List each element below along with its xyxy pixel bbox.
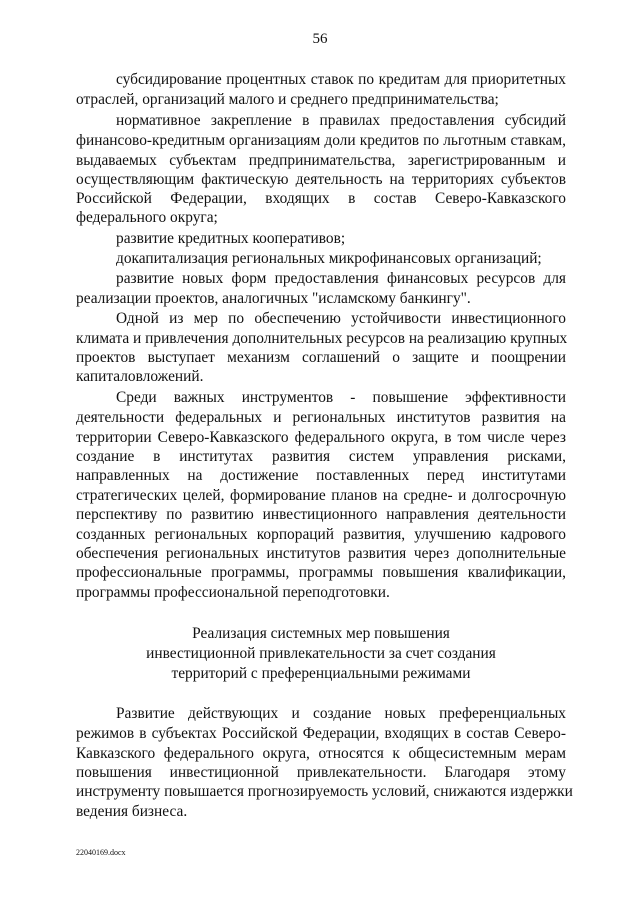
body-line: реализации проектов, аналогичных "исламскому банкингу". [76,290,471,307]
page-number: 56 [312,31,328,47]
body-line: обеспечения региональных институтов развития через дополнительные [76,545,566,562]
body-line: выдаваемых субъектам предпринимательства, зарегистрированным и [76,152,566,169]
section-heading-line: территорий с преференциальными режимами [171,665,471,682]
body-line: федерального округа; [76,209,218,226]
body-line: отраслей, организаций малого и среднего предпринимательства; [76,91,499,108]
body-line: инструменту повышается прогнозируемость условий, снижаются издержки [76,783,573,800]
body-line: стратегических целей, формирование планов на средне- и долгосрочную [76,487,566,504]
footer-filename: 22040169.docx [76,848,126,857]
body-line: нормативное закрепление в правилах предоставления субсидий [116,112,566,129]
body-line: климата и привлечения дополнительных ресурсов на реализацию крупных [76,330,568,347]
body-line: Российской Федерации, входящих в состав Северо-Кавказского [76,190,566,207]
body-line: проектов выступает механизм соглашений о защите и поощрении [76,349,566,366]
body-line: развитие кредитных кооперативов; [116,230,346,247]
body-line: профессиональные программы, программы повышения квалификации, [76,564,566,581]
body-line: перспективу по развитию инвестиционного направления деятельности [76,506,566,523]
body-line: Развитие действующих и создание новых преференциальных [116,705,566,722]
body-line: деятельности федеральных и региональных институтов развития на [76,409,566,426]
body-line: развитие новых форм предоставления финансовых ресурсов для [116,270,566,287]
body-line: Кавказского федерального округа, относятся к общесистемным мерам [76,745,566,762]
body-line: режимов в субъектах Российской Федерации, входящих в состав Северо- [76,725,566,742]
body-line: повышения инвестиционной привлекательности. Благодаря этому [76,764,566,781]
body-line: созданных региональных корпораций развития, улучшению кадрового [76,526,566,543]
body-line: программы профессиональной переподготовки. [76,584,390,601]
body-line: финансово-кредитным организациям доли кредитов по льготным ставкам, [76,132,566,149]
body-line: докапитализация региональных микрофинансовых организаций; [116,250,542,267]
body-line: направленных на достижение поставленных перед институтами [76,467,566,484]
section-heading-line: Реализация системных мер повышения [192,625,450,642]
body-line: Среди важных инструментов - повышение эффективности [116,389,566,406]
body-line: капиталовложений. [76,368,204,385]
body-line: территории Северо-Кавказского федерального округа, в том числе через [76,429,566,446]
body-line: создание в институтах развития систем управления рисками, [76,448,566,465]
body-line: субсидирование процентных ставок по кредитам для приоритетных [116,71,566,88]
body-line: ведения бизнеса. [76,803,188,820]
body-line: осуществляющим фактическую деятельность на территориях субъектов [76,171,566,188]
section-heading-line: инвестиционной привлекательности за счет создания [146,645,496,662]
body-line: Одной из мер по обеспечению устойчивости инвестиционного [116,310,566,327]
